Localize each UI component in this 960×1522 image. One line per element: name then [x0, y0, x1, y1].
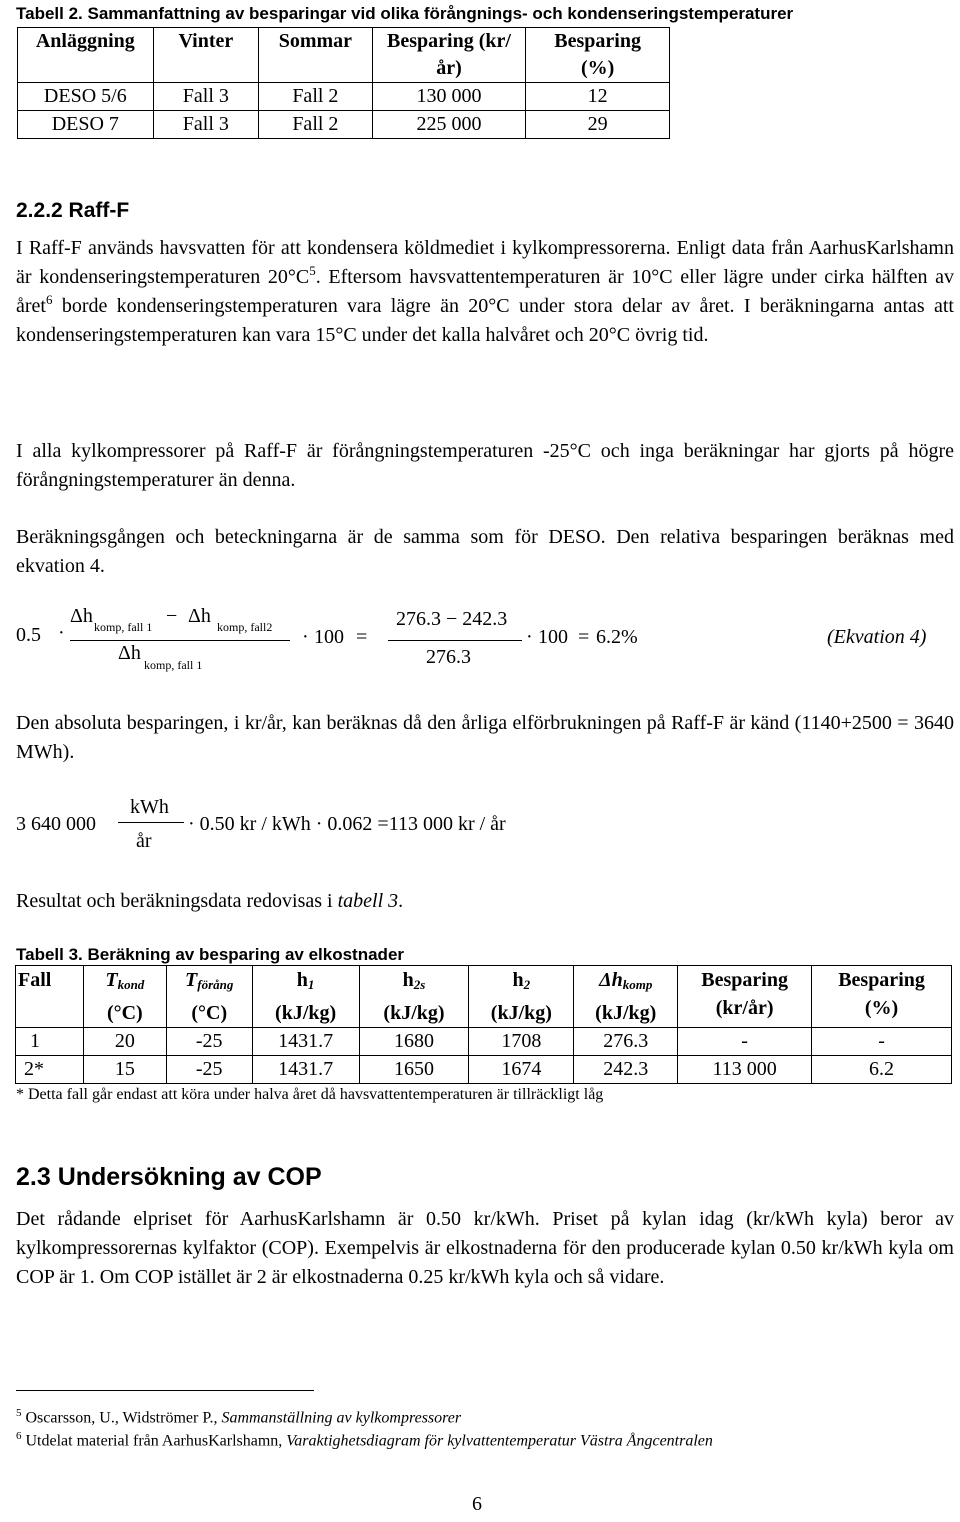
table-row — [18, 83, 670, 111]
table2-header: Besparing (kr/år) — [372, 28, 526, 83]
table-cell: DESO 5/6 — [18, 83, 154, 111]
header-main: Besparing — [838, 969, 925, 991]
header-main: Besparing — [701, 969, 788, 991]
paragraph-text: borde kondenseringstemperaturen vara lägre än 20°C under stora delar av året. I beräkningarna antas att kondenseringstemperaturen kan vara 15°C under det kalla halvåret och 20°C övrig tid. — [16, 295, 954, 346]
header-main: Δh — [599, 969, 623, 991]
table-cell: 1431.7 — [252, 1028, 359, 1056]
table-cell: - — [678, 1028, 812, 1056]
paragraph-text: Resultat och beräkningsdata redovisas i — [16, 890, 338, 912]
paragraph-cop: Det rådande elpriset för AarhusKarlshamn är 0.50 kr/kWh. Priset på kylan idag (kr/kWh kyla) beror av kylkompressorernas kylfaktor (COP). Exempelvis är elkostnaderna för den producerade kylan 0.50 kr/kWh kyla om COP är 1. Om COP istället är 2 är elkostnaderna 0.25 kr/kWh kyla och så vidare. — [16, 1208, 954, 1288]
paragraph-absolute-saving: Den absoluta besparingen, i kr/år, kan beräknas då den årliga elförbrukningen på Raff-F är känd (1140+2500 = 3640 MWh). — [16, 712, 954, 763]
header-main: T — [105, 969, 118, 991]
table-cell: -25 — [166, 1056, 252, 1084]
eq4-numerator: 276.3 − 242.3 — [396, 608, 508, 630]
eq4-hundred2: 100 — [538, 626, 568, 648]
table-row — [18, 111, 670, 139]
header-main: h — [512, 969, 524, 991]
footnote-title: Varaktighetsdiagram för kylvattentemperatur Västra Ångcentralen — [286, 1432, 713, 1450]
table2-header: Sommar — [259, 28, 373, 83]
eq5-lead: 3 640 000 — [16, 813, 96, 835]
eq4-sub2: komp, fall2 — [217, 620, 273, 634]
eq4-label: (Ekvation 4) — [827, 626, 927, 648]
paragraph-raff-f-intro — [16, 234, 954, 350]
page-number: 6 — [472, 1493, 482, 1515]
table3-header-h1 — [252, 966, 359, 1028]
eq4-equals1: = — [356, 626, 368, 648]
table-cell: 276.3 — [574, 1028, 678, 1056]
table3-header-row — [16, 966, 952, 1028]
paragraph-text: . Eftersom havsvattentemperaturen är 10°C eller lägre under cirka hälften av året — [16, 266, 954, 317]
table3-header-fall — [16, 966, 84, 1028]
table2-caption-label: Tabell 2. — [16, 4, 83, 23]
eq5-fraction-bar — [118, 822, 184, 823]
footnote-divider — [16, 1390, 314, 1391]
header-sub: 2 — [523, 977, 531, 992]
footnote-number: 6 — [16, 1430, 22, 1442]
table-cell: DESO 7 — [18, 111, 154, 139]
header-sub: 2s — [413, 977, 426, 992]
table2-header-row — [18, 28, 670, 83]
table-cell: 6.2 — [812, 1056, 952, 1084]
eq4-dot1: · — [302, 626, 309, 648]
eq4-fraction-bar-2 — [388, 640, 522, 641]
table-cell: 20 — [83, 1028, 166, 1056]
paragraph-text: I Raff-F används havsvatten för att kondensera köldmediet i kylkompressorerna. Enligt data från AarhusKarlshamn är kondenseringstemperaturen 20°C — [16, 237, 954, 288]
table-cell: 130 000 — [372, 83, 526, 111]
footnote-text: Utdelat material från AarhusKarlshamn, — [25, 1432, 287, 1450]
header-sub: kond — [117, 977, 145, 992]
table-reference: tabell 3 — [337, 890, 399, 912]
table3-note: * Detta fall går endast att köra under halva året då havsvattentemperaturen är tillräckligt låg — [16, 1086, 604, 1103]
table-cell: Fall 3 — [153, 111, 258, 139]
eq5-unit-num: kWh — [130, 796, 169, 818]
table-cell: 1674 — [469, 1056, 574, 1084]
table3-header-dhkomp — [574, 966, 678, 1028]
table2-caption-text: Sammanfattning av besparingar vid olika förångnings- och kondenseringstemperaturer — [87, 4, 794, 23]
footnote-text: Oscarsson, U., Widströmer P., — [25, 1409, 222, 1427]
table-cell: -25 — [166, 1028, 252, 1056]
table2 — [17, 27, 670, 139]
eq4-denominator: 276.3 — [426, 646, 471, 668]
eq4-equals2: = — [578, 626, 590, 648]
table-cell: 1650 — [359, 1056, 469, 1084]
paragraph-results — [16, 887, 954, 916]
table-cell: 113 000 — [678, 1056, 812, 1084]
eq4-dh3: Δh — [118, 642, 141, 664]
table3-caption — [16, 945, 404, 965]
footnote-ref[interactable]: 6 — [45, 292, 53, 307]
table-cell: 15 — [83, 1056, 166, 1084]
eq4-dh2: Δh — [188, 605, 211, 627]
eq4-sub1: komp, fall 1 — [94, 620, 153, 634]
header-sub: förång — [197, 977, 234, 992]
table2-header: Vinter — [153, 28, 258, 83]
eq4-minus: − — [166, 605, 178, 627]
eq4-result: 6.2% — [596, 626, 638, 648]
header-unit: (kJ/kg) — [383, 1002, 445, 1024]
table3-caption-text: Beräkning av besparing av elkostnader — [87, 945, 405, 964]
table-cell: 1 — [16, 1028, 84, 1056]
table3-header-besparing-pct — [812, 966, 952, 1028]
table-cell: Fall 2 — [259, 111, 373, 139]
table2-caption — [16, 4, 793, 24]
header-main: h — [296, 969, 308, 991]
table-cell: 12 — [526, 83, 670, 111]
header-unit: (kJ/kg) — [490, 1002, 552, 1024]
eq4-sub3: komp, fall 1 — [144, 658, 203, 672]
paragraph-method: Beräkningsgången och beteckningarna är de samma som för DESO. Den relativa besparingen beräknas med ekvation 4. — [16, 526, 954, 577]
table3-header-tkond — [83, 966, 166, 1028]
header-unit: (°C) — [106, 1002, 143, 1024]
header-main: T — [185, 969, 198, 991]
header-unit: (%) — [864, 997, 899, 1019]
section-heading-cop: 2.3 Undersökning av COP — [16, 1163, 322, 1191]
header-main: Fall — [18, 969, 52, 991]
table3-caption-label: Tabell 3. — [16, 945, 83, 964]
header-unit: (kJ/kg) — [275, 1002, 337, 1024]
footnote-ref[interactable]: 5 — [309, 263, 316, 278]
section-heading-raff-f: 2.2.2 Raff-F — [16, 199, 130, 222]
table3 — [15, 965, 952, 1084]
table-cell: 2* — [16, 1056, 84, 1084]
table2-header: Besparing (%) — [526, 28, 670, 83]
eq5-tail: · 0.50 kr / kWh · 0.062 =113 000 kr / år — [188, 813, 506, 835]
table-cell: 29 — [526, 111, 670, 139]
header-unit: (°C) — [191, 1002, 228, 1024]
table-cell: 1431.7 — [252, 1056, 359, 1084]
eq4-coef: 0.5 — [16, 624, 41, 646]
table2-header: Anläggning — [18, 28, 154, 83]
header-main: h — [402, 969, 414, 991]
paragraph-text: . — [398, 890, 404, 912]
table3-header-tforang — [166, 966, 252, 1028]
footnote-6 — [16, 1430, 713, 1450]
header-sub: komp — [622, 977, 653, 992]
table-cell: Fall 3 — [153, 83, 258, 111]
table-cell: 242.3 — [574, 1056, 678, 1084]
table-row — [16, 1056, 952, 1084]
eq4-dh1: Δh — [70, 605, 93, 627]
table-cell: 225 000 — [372, 111, 526, 139]
table-cell: 1680 — [359, 1028, 469, 1056]
footnote-number: 5 — [16, 1407, 22, 1419]
footnote-5 — [16, 1407, 461, 1427]
table3-header-besparing-kr — [678, 966, 812, 1028]
eq4-dot2: · — [526, 626, 533, 648]
header-unit: (kr/år) — [715, 997, 774, 1019]
paragraph-evaporation: I alla kylkompressorer på Raff-F är förångningstemperaturen -25°C och inga beräkningar har gjorts på högre förångningstemperaturer än denna. — [16, 440, 954, 491]
footnote-title: Sammanställning av kylkompressorer — [221, 1409, 462, 1427]
eq4-hundred1: 100 — [314, 626, 344, 648]
table-cell: 1708 — [469, 1028, 574, 1056]
table-cell: - — [812, 1028, 952, 1056]
table-cell: Fall 2 — [259, 83, 373, 111]
eq4-dot: · — [58, 622, 65, 644]
eq4-fraction-bar — [70, 640, 290, 641]
table-row — [16, 1028, 952, 1056]
header-unit: (kJ/kg) — [595, 1002, 657, 1024]
table3-header-h2 — [469, 966, 574, 1028]
eq5-unit-den: år — [136, 830, 152, 852]
table3-header-h2s — [359, 966, 469, 1028]
header-sub: 1 — [307, 977, 315, 992]
